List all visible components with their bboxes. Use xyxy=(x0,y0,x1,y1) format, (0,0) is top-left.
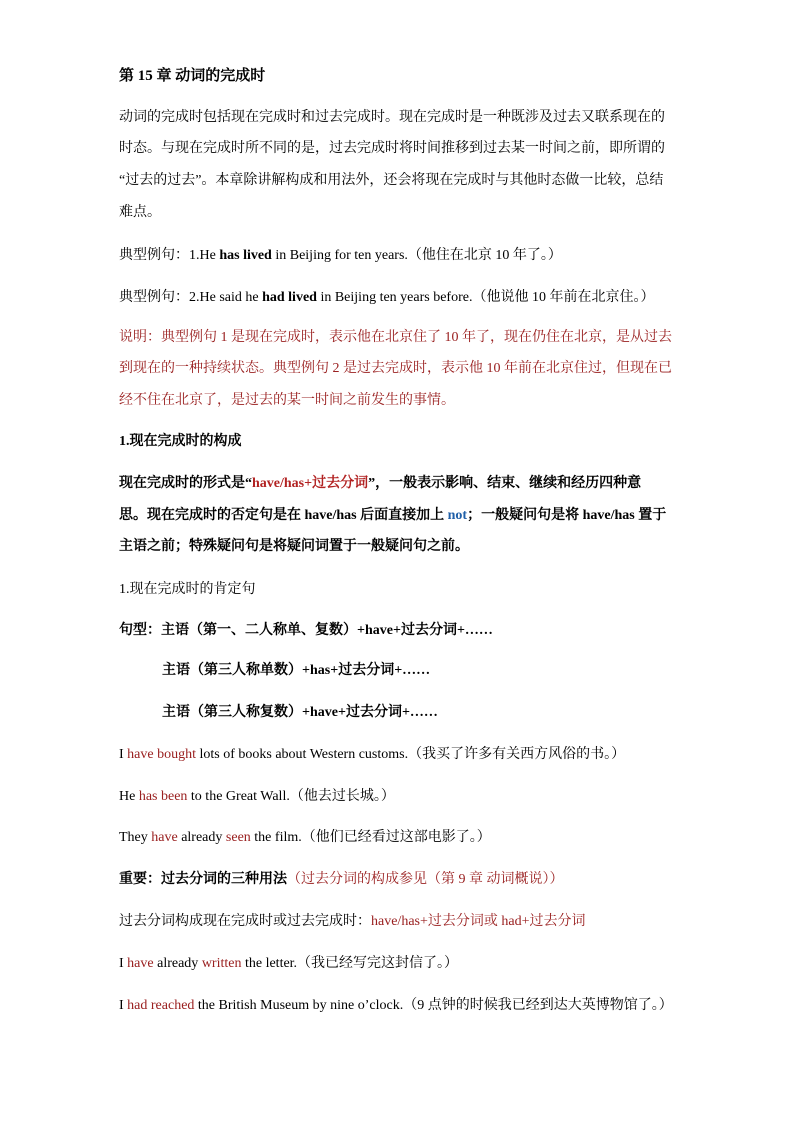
explain-line-3: 经不住在北京了，是过去的某一时间之前发生的事情。 xyxy=(119,393,455,408)
s1-rest: lots of books about Western customs.（我买了许多有关西方风俗的书。） xyxy=(196,747,626,762)
s3-already: already xyxy=(177,830,226,845)
intro-line-2: 时态。与现在完成时所不同的是，过去完成时将时间推移到过去某一时间之前，即所谓的 xyxy=(119,141,665,156)
example-sentence-2 xyxy=(119,288,654,308)
form-text-c: ”，一般表示影响、结束、继续和经历四种意 xyxy=(368,476,642,491)
s5-subject: I xyxy=(119,998,128,1013)
form-not: not xyxy=(447,508,468,523)
example-been xyxy=(119,787,395,807)
s4-rest: the letter.（我已经写完这封信了。） xyxy=(241,956,459,971)
s5-verb: had reached xyxy=(127,998,195,1013)
s3-aux: have xyxy=(151,830,178,845)
example-1-rest: in Beijing for ten years.（他住在北京 10 年了。） xyxy=(271,248,562,263)
section-1-heading: 1.现在完成时的构成 xyxy=(119,434,242,449)
example-seen xyxy=(119,828,491,848)
s2-verb: has been xyxy=(138,789,188,804)
form-text-f: ；一般疑问句是将 have/has 置于 xyxy=(467,508,667,523)
intro-line-1: 动词的完成时包括现在完成时和过去完成时。现在完成时是一种既涉及过去又联系现在的 xyxy=(119,110,665,125)
pattern-line-3: 主语（第三人称复数）+have+过去分词+…… xyxy=(162,705,438,720)
example-1-verb: has lived xyxy=(219,248,272,263)
form-line-2 xyxy=(119,506,666,526)
example-sentence-1 xyxy=(119,246,562,266)
s5-rest: the British Museum by nine o’clock.（9 点钟的时候我已经到达大英博物馆了。） xyxy=(194,998,673,1013)
pattern-line-1: 句型：主语（第一、二人称单、复数）+have+过去分词+…… xyxy=(119,623,493,638)
s1-subject: I xyxy=(119,747,128,762)
s1-verb: have bought xyxy=(127,747,196,762)
form-text-a: 现在完成时的形式是“ xyxy=(119,476,252,491)
s3-subject: They xyxy=(119,830,152,845)
example-reached xyxy=(119,996,673,1016)
important-reference: （过去分词的构成参见（第 9 章 动词概说）） xyxy=(287,872,564,887)
important-label: 重要：过去分词的三种用法 xyxy=(119,872,287,887)
important-note xyxy=(119,870,564,890)
pattern-line-2: 主语（第三人称单数）+has+过去分词+…… xyxy=(162,663,431,678)
usage-formula: have/has+过去分词或 had+过去分词 xyxy=(371,914,586,929)
example-1-prefix: 典型例句：1.He xyxy=(119,248,220,263)
explain-line-2: 到现在的一种持续状态。典型例句 2 是过去完成时，表示他 10 年前在北京住过，但现在已 xyxy=(119,361,672,376)
s4-already: already xyxy=(153,956,202,971)
example-written xyxy=(119,954,458,974)
s2-rest: to the Great Wall.（他去过长城。） xyxy=(187,789,395,804)
s3-participle: seen xyxy=(225,830,251,845)
usage-label: 过去分词构成现在完成时或过去完成时： xyxy=(119,914,371,929)
intro-line-4: 难点。 xyxy=(119,205,161,220)
form-text-d: 思。现在完成时的否定句是在 have/has 后面直接加上 xyxy=(119,508,448,523)
usage-line xyxy=(119,912,585,932)
s2-subject: He xyxy=(119,789,139,804)
example-2-prefix: 典型例句：2.He said he xyxy=(119,290,263,305)
s3-rest: the film.（他们已经看过这部电影了。） xyxy=(250,830,491,845)
form-line-1 xyxy=(119,474,641,494)
s4-aux: have xyxy=(127,956,154,971)
intro-line-3: “过去的过去”。本章除讲解构成和用法外，还会将现在完成时与其他时态做一比较，总结 xyxy=(119,173,664,188)
chapter-title: 第 15 章 动词的完成时 xyxy=(119,68,266,84)
explain-line-1: 说明：典型例句 1 是现在完成时，表示他在北京住了 10 年了，现在仍住在北京，是从过去 xyxy=(119,330,672,345)
subsection-1-heading: 1.现在完成时的肯定句 xyxy=(119,582,256,597)
form-formula: have/has+过去分词 xyxy=(252,476,369,491)
example-2-rest: in Beijing ten years before.（他说他 10 年前在北京住。） xyxy=(316,290,655,305)
s4-participle: written xyxy=(201,956,242,971)
example-bought xyxy=(119,745,625,765)
form-line-3: 主语之前；特殊疑问句是将疑问词置于一般疑问句之前。 xyxy=(119,539,469,554)
s4-subject: I xyxy=(119,956,128,971)
example-2-verb: had lived xyxy=(262,290,317,305)
